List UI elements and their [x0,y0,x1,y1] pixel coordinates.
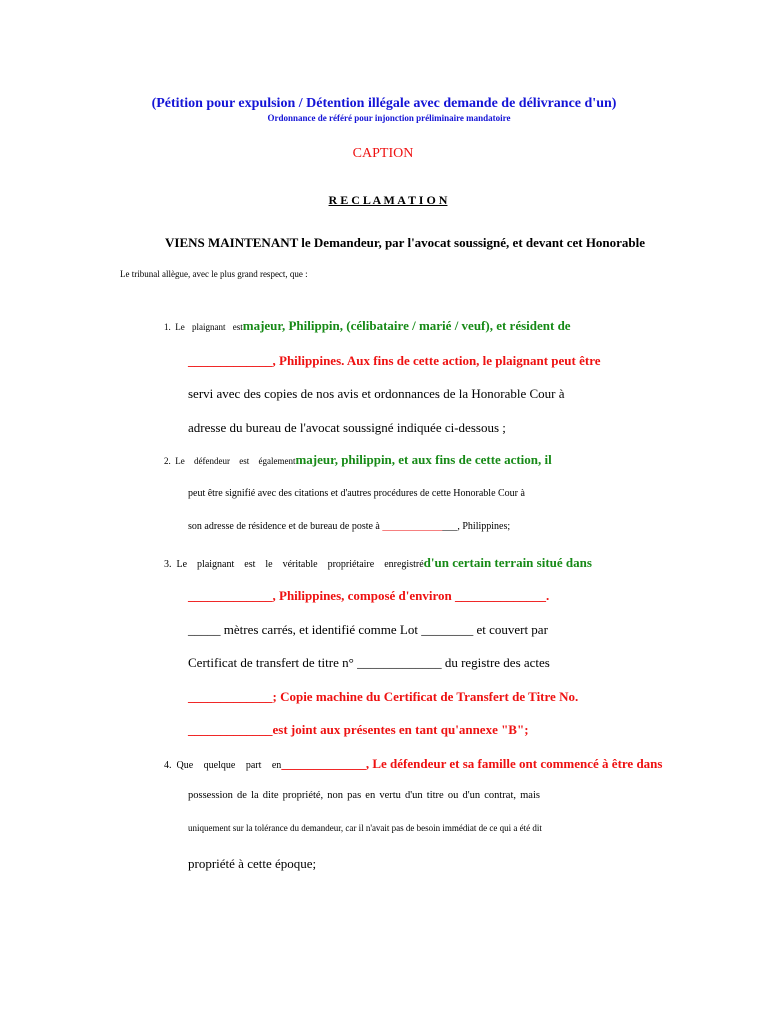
paragraph-3-red-line-1: _____________, Philippines, composé d'environ ______________. [188,588,550,603]
paragraph-3-lead: Le plaignant est le véritable propriétaire enregistré [176,559,424,570]
paragraph-1-line-3: servi avec des copies de nos avis et ordonnances de la Honorable Cour à [188,386,565,401]
paragraph-1-line-4: adresse du bureau de l'avocat soussigné indiquée ci-dessous ; [188,420,506,435]
paragraph-3-line-3: _____ mètres carrés, et identifié comme Lot ________ et couvert par [188,622,548,637]
paragraph-2-green-text: majeur, philippin, et aux fins de cette action, il [295,452,552,467]
paragraph-1-green-text: majeur, Philippin, (célibataire / marié / veuf), et résident de [242,318,571,333]
section-heading: R E C L A M A T I O N [328,193,448,207]
paragraph-4-red-text: _____________, Le défendeur et sa famille ont commencé à être dans [281,756,663,771]
paragraph-2-line-3 [188,521,510,532]
paragraph-2 [164,452,552,468]
caption-label: CAPTION [352,146,414,161]
paragraph-3 [164,555,592,571]
paragraph-3-line-4: Certificat de transfert de titre n° _____________ du registre des actes [188,655,550,670]
paragraph-1-lead: Le plaignant est [175,322,243,332]
paragraph-4-line-2: possession de la dite propriété, non pas en vertu d'un titre ou d'un contrat, mais [188,790,540,801]
paragraph-2-lead: Le défendeur est également [175,456,296,466]
document-subtitle: Ordonnance de référé pour injonction préliminaire mandatoire [267,113,511,123]
paragraph-2-line-2: peut être signifié avec des citations et d'autres procédures de cette Honorable Cour à [188,488,525,499]
paragraph-4 [164,756,662,772]
paragraph-1-number: 1. [164,322,171,332]
document-title: (Pétition pour expulsion / Détention illégale avec demande de délivrance d'un) [151,96,617,111]
paragraph-2-address-blank: ____________ [382,521,443,532]
paragraph-4-line-3: uniquement sur la tolérance du demandeur, car il n'avait pas de besoin immédiat de ce qui a été dit [188,823,542,833]
paragraph-1 [164,318,571,334]
intro-line-1: VIENS MAINTENANT le Demandeur, par l'avocat soussigné, et devant cet Honorable [165,235,646,250]
paragraph-2-line-3-end: ___, Philippines; [442,521,511,532]
paragraph-3-green-text: d'un certain terrain situé dans [423,555,592,570]
paragraph-3-red-line-3: _____________est joint aux présentes en tant qu'annexe "B"; [188,722,529,737]
paragraph-4-line-4: propriété à cette époque; [188,856,317,871]
paragraph-1-red-line: _____________, Philippines. Aux fins de cette action, le plaignant peut être [188,353,601,368]
paragraph-2-number: 2. [164,456,171,466]
paragraph-4-number: 4. [164,760,172,771]
paragraph-4-lead: Que quelque part en [176,760,282,771]
paragraph-3-number: 3. [164,559,172,570]
paragraph-3-red-line-2: _____________; Copie machine du Certificat de Transfert de Titre No. [188,689,579,704]
paragraph-2-line-3-text: son adresse de résidence et de bureau de poste à [188,521,383,532]
intro-line-2: Le tribunal allègue, avec le plus grand respect, que : [120,269,308,279]
